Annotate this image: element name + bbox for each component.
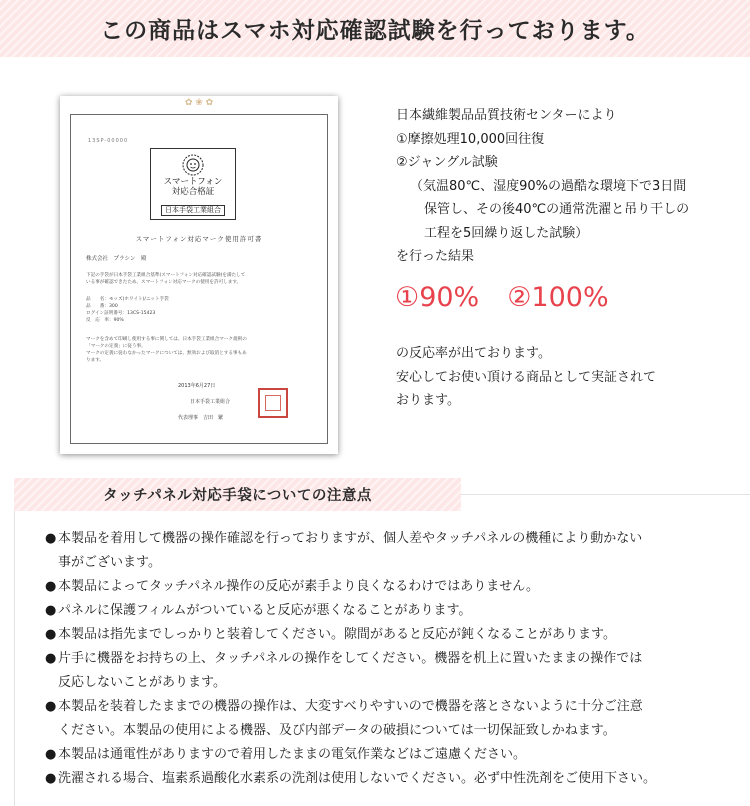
- red-stamp-icon: [258, 388, 288, 418]
- certificate-representative: 代表理事 吉田 繁: [178, 415, 224, 421]
- bullet-icon: ●: [45, 603, 57, 618]
- seal-line-3: 日本手袋工業組合: [161, 205, 225, 216]
- ornament-icon: ✿ ❀ ✿: [184, 98, 214, 108]
- certificate-title: スマートフォン対応マーク使用許可書: [135, 235, 263, 243]
- bullet-icon: ●: [45, 651, 57, 666]
- result-jungle-test: ②100%: [507, 282, 609, 313]
- test-results: [395, 282, 609, 313]
- seal-line-2: 対応合格証: [171, 187, 215, 197]
- test-info-line: 保管し、その後40℃の通常洗濯と吊り干しの: [424, 202, 690, 217]
- top-banner: [0, 0, 750, 57]
- notice-item: ● 本製品は指先までしっかりと装着してください。隙間があると反応が鈍くなることがあります。: [45, 623, 735, 647]
- certificate-paragraph-2: マークを含めて印刷し使用する事に関しては、日本手袋工業組合マーク規則の 「マークの定義」に従う事。 マークの定義に従わなかったマークについては、無効および取消とする事もあ ります。: [86, 337, 247, 363]
- notice-item: ● 片手に機器をお持ちの上、タッチパネルの操作をしてください。機器を机上に置いたままの操作では 反応しないことがあります。: [45, 647, 735, 695]
- bullet-icon: ●: [45, 579, 57, 594]
- bullet-icon: ●: [45, 531, 57, 546]
- test-info-line: （気温80℃、湿度90%の過酷な環境下で3日間: [410, 178, 687, 194]
- bullet-icon: ●: [45, 771, 57, 786]
- notice-title: タッチパネル対応手袋についての注意点: [103, 488, 372, 504]
- test-info-line: を行った結果: [396, 249, 475, 264]
- notice-item: ● 本製品によってタッチパネル操作の反応が素手より良くなるわけではありません。: [45, 575, 735, 599]
- notice-item: ● パネルに保護フィルムがついていると反応が悪くなることがあります。: [45, 599, 735, 623]
- notice-item: ● 本製品を着用して機器の操作確認を行っておりますが、個人差やタッチパネルの機種により動かない 事がございます。: [45, 527, 735, 575]
- test-info-line: ①摩擦処理10,000回往復: [396, 131, 545, 147]
- test-conclusion: [396, 342, 656, 413]
- notice-item: ● 本製品を装着したままでの機器の操作は、大変すべりやすいので機器を落とさないように十分ご注意 ください。本製品の使用による機器、及び内部データの破損については一切保証致しかねます。: [45, 695, 735, 743]
- certificate-image: [60, 96, 338, 454]
- bullet-icon: ●: [45, 747, 57, 762]
- seal-line-1: スマートフォン: [163, 177, 223, 187]
- bullet-icon: ●: [45, 699, 57, 714]
- certificate-paragraph-1: 下記の手袋が日本手袋工業組合基準(スマートフォン対応確認試験)を満たして いる事が確認できたため、スマートフォン対応マークの使用を許可します。: [86, 273, 246, 285]
- result-friction-test: ①90%: [395, 282, 480, 313]
- conclusion-line: の反応率が出ております。: [396, 346, 551, 361]
- test-info-line: 日本繊維製品品質技術センターにより: [396, 108, 617, 123]
- smartphone-compatibility-seal: [150, 148, 236, 220]
- certificate-organization: 日本手袋工業組合: [190, 399, 231, 405]
- certificate-doc-number: 13SP-00000: [88, 138, 129, 144]
- notice-header: [14, 478, 461, 511]
- test-info: [396, 104, 689, 269]
- conclusion-line: おります。: [396, 393, 460, 408]
- bullet-icon: ●: [45, 627, 57, 642]
- certificate-date: 2013年6月27日: [178, 383, 216, 389]
- mascot-icon: [182, 154, 204, 176]
- banner-title: この商品はスマホ対応確認試験を行っております。: [100, 18, 650, 44]
- notice-item: ● 洗濯される場合、塩素系過酸化水素系の洗剤は使用しないでください。必ず中性洗剤をご使用下さい。: [45, 767, 735, 791]
- test-info-line: 工程を5回繰り返した試験）: [424, 225, 589, 241]
- notice-item: ● 本製品は通電性がありますので着用したままの電気作業などはご遠慮ください。: [45, 743, 735, 767]
- certificate-recipient: 株式会社 プラシン 殿: [86, 256, 147, 262]
- conclusion-line: 安心してお使い頂ける商品として実証されて: [396, 369, 657, 385]
- notice-list: [45, 527, 735, 791]
- test-info-line: ②ジャングル試験: [396, 155, 498, 170]
- certificate-specs: 品 名：モッズ(ホワイト)/ニット手袋 品 番：300 ログイン証明番号：13CS-15423 反 応 率：90%: [86, 297, 169, 323]
